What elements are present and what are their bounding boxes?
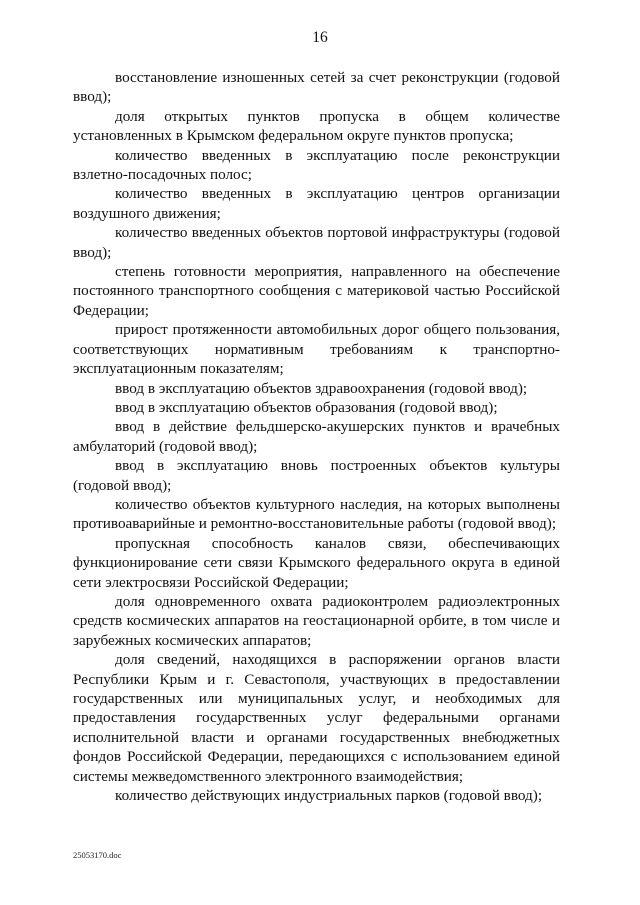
paragraph: ввод в эксплуатацию вновь построенных объектов культуры (годовой ввод);: [73, 457, 560, 494]
paragraph: доля сведений, находящихся в распоряжении органов власти Республики Крым и г. Севастополя, участвующих в предоставлении государственных или муниципальных услуг, и необходимых для предоставления государственных услуг федеральными органами исполнительной власти и органами государственных внебюджетных фондов Российской Федерации, передающихся с использованием единой системы межведомственного электронного взаимодействия;: [73, 651, 560, 785]
paragraph: количество действующих индустриальных парков (годовой ввод);: [115, 787, 543, 805]
file-name-footer: 25053170.doc: [73, 850, 122, 860]
paragraph: доля открытых пунктов пропуска в общем количестве установленных в Крымском федеральном округе пунктов пропуска;: [73, 107, 560, 145]
paragraph: степень готовности мероприятия, направленного на обеспечение постоянного транспортного сообщения с материковой частью Российской Федерации;: [73, 263, 560, 319]
paragraph: количество введенных в эксплуатацию центров организации воздушного движения;: [73, 185, 560, 222]
paragraph: пропускная способность каналов связи, обеспечивающих функционирование сети связи Крымского федерального округа в единой сети электросвязи Российской Федерации;: [73, 534, 560, 591]
paragraph: восстановление изношенных сетей за счет реконструкции (годовой ввод);: [73, 69, 560, 106]
paragraph: ввод в эксплуатацию объектов здравоохранения (годовой ввод);: [115, 379, 528, 397]
paragraph: прирост протяженности автомобильных дорог общего пользования, соответствующих нормативным требованиям к транспортно-эксплуатационным показателям;: [73, 321, 560, 378]
paragraph: количество введенных в эксплуатацию после реконструкции взлетно-посадочных полос;: [73, 146, 560, 184]
paragraph: количество введенных объектов портовой инфраструктуры (годовой ввод);: [73, 224, 560, 261]
paragraph: ввод в действие фельдшерско-акушерских пунктов и врачебных амбулаторий (годовой ввод);: [73, 418, 560, 455]
paragraph: количество объектов культурного наследия, на которых выполнены противоаварийные и ремонтно-восстановительные работы (годовой ввод);: [73, 495, 560, 533]
paragraph: ввод в эксплуатацию объектов образования (годовой ввод);: [115, 398, 498, 416]
page-number: 16: [312, 29, 328, 46]
paragraph: доля одновременного охвата радиоконтролем радиоэлектронных средств космических аппаратов на геостационарной орбите, в том числе и зарубежных космических аппаратов;: [73, 592, 560, 649]
document-body: [73, 68, 560, 805]
